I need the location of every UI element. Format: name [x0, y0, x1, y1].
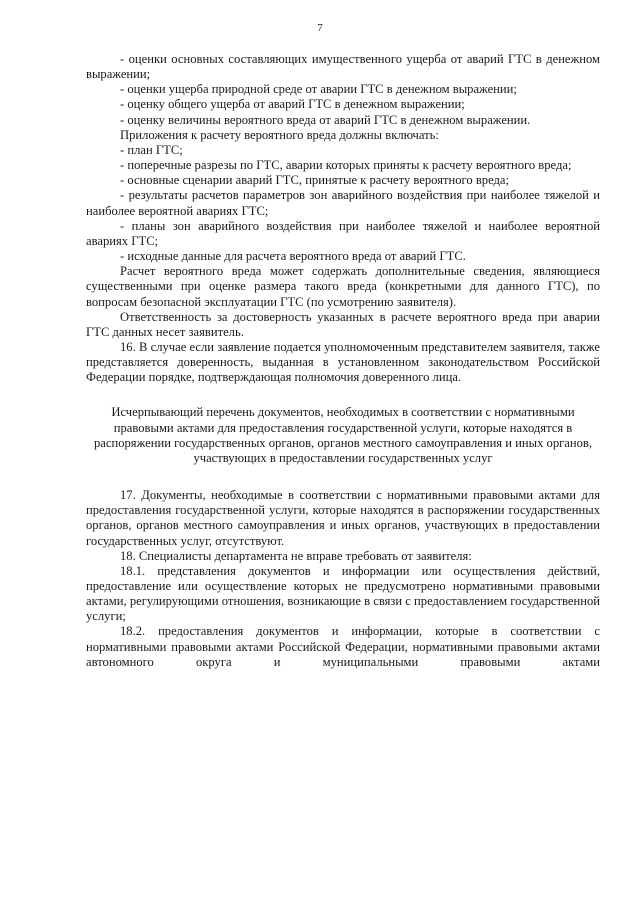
paragraph-list-item: - оценку общего ущерба от аварий ГТС в денежном выражении;: [120, 97, 465, 112]
paragraph-list-item: - исходные данные для расчета вероятного вреда от аварий ГТС.: [120, 249, 466, 264]
paragraph-item-18-2: 18.2. предоставления документов и информации, которые в соответствии с нормативными правовыми актами Российской Федерации, нормативными правовыми актами автономного округа и муниципальными правовыми актами: [86, 624, 600, 669]
paragraph-item-18-1: 18.1. представления документов и информации или осуществления действий, предоставление или осуществление которых не предусмотрено нормативными правовыми актами, регулирующими отношения, возникающие в связи с предоставлением государственной услуги;: [86, 563, 600, 624]
paragraph-list-item: - основные сценарии аварий ГТС, принятые к расчету вероятного вреда;: [120, 173, 510, 188]
paragraph-responsibility: Ответственность за достоверность указанных в расчете вероятного вреда при аварии ГТС данных несет заявитель.: [86, 309, 600, 339]
section-heading: Исчерпывающий перечень документов, необходимых в соответствии с нормативными правовыми актами для предоставления государственной услуги, которые находятся в распоряжении государственных органов, органов местного самоуправления и иных органов, участвующих в предоставлении государственных услуг: [94, 405, 592, 465]
paragraph-item-16: 16. В случае если заявление подается уполномоченным представителем заявителя, также представляется доверенность, выданная в установленном законодательством Российской Федерации порядке, подтверждающая полномочия доверенного лица.: [86, 339, 600, 385]
paragraph-list-item: - план ГТС;: [120, 142, 183, 157]
paragraph-list-item: - планы зон аварийного воздействия при наиболее тяжелой и наиболее вероятной авариях ГТС;: [86, 218, 600, 248]
paragraph-additional-info: Расчет вероятного вреда может содержать дополнительные сведения, являющиеся существенными при оценке размера такого вреда (конкретными для данного ГТС), по вопросам безопасной эксплуатации ГТС (по усмотрению заявителя).: [86, 264, 600, 309]
document-body: [86, 52, 600, 670]
paragraph-list-item: - оценку величины вероятного вреда от аварий ГТС в денежном выражении.: [120, 112, 531, 127]
paragraph-list-item: - результаты расчетов параметров зон аварийного воздействия при наиболее тяжелой и наиболее вероятной авариях ГТС;: [86, 188, 600, 218]
paragraph-appendix-intro: Приложения к расчету вероятного вреда должны включать:: [120, 127, 439, 142]
paragraph-list-item: - оценки ущерба природной среде от аварии ГТС в денежном выражении;: [120, 82, 517, 97]
paragraph-list-item: - оценки основных составляющих имущественного ущерба от аварий ГТС в денежном выражении;: [86, 52, 600, 82]
page-number: 7: [317, 22, 323, 34]
paragraph-item-18: 18. Специалисты департамента не вправе требовать от заявителя:: [120, 548, 472, 563]
paragraph-list-item: - поперечные разрезы по ГТС, аварии которых приняты к расчету вероятного вреда;: [120, 158, 572, 173]
paragraph-item-17: 17. Документы, необходимые в соответствии с нормативными правовыми актами для предоставления государственной услуги, которые находятся в распоряжении государственных органов, органов местного самоуправления и иных органов, участвующих в предоставлении государственных услуг, отсутствуют.: [86, 488, 600, 548]
